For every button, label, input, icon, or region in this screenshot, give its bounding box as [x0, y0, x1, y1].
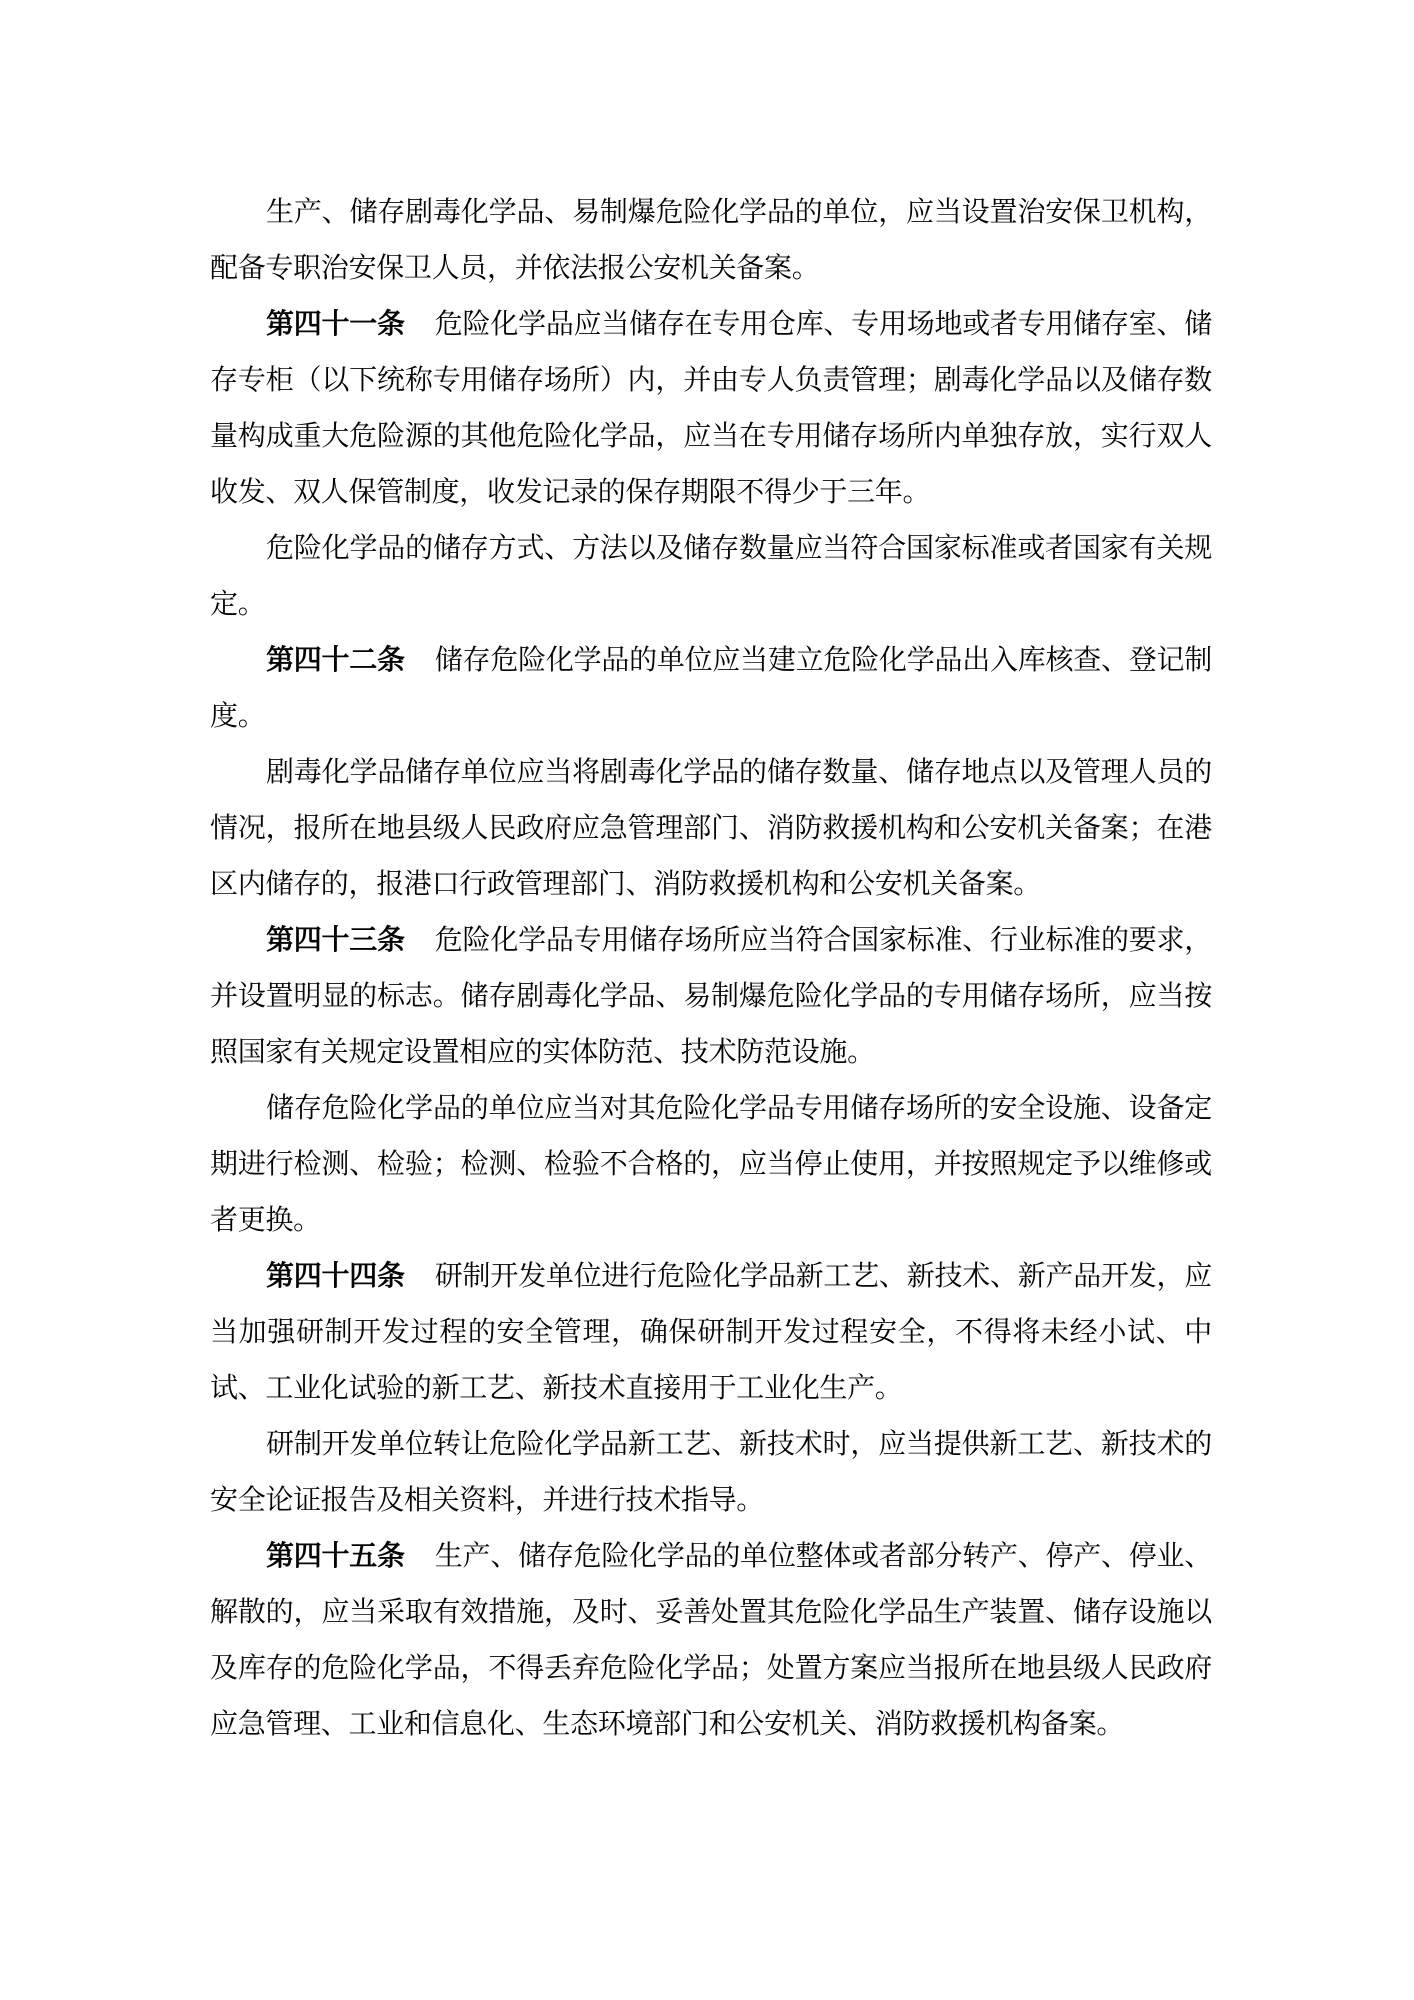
paragraph-storage-standards — [210, 521, 1212, 633]
paragraph-toxic-storage-report — [210, 745, 1212, 913]
paragraph-article-45 — [210, 1529, 1212, 1753]
paragraph-text: 研制开发单位进行危险化学品新工艺、新技术、新产品开发，应当加强研制开发过程的安全管理，确保研制开发过程安全，不得将未经小试、中试、工业化试验的新工艺、新技术直接用于工业化生产。 — [210, 1261, 1212, 1404]
paragraph-article-41 — [210, 297, 1212, 521]
paragraph-text: 研制开发单位转让危险化学品新工艺、新技术时，应当提供新工艺、新技术的安全论证报告及相关资料，并进行技术指导。 — [210, 1429, 1212, 1516]
paragraph-text: 危险化学品应当储存在专用仓库、专用场地或者专用储存室、储存专柜（以下统称专用储存场所）内，并由专人负责管理；剧毒化学品以及储存数量构成重大危险源的其他危险化学品，应当在专用储存场所内单独存放，实行双人收发、双人保管制度，收发记录的保存期限不得少于三年。 — [210, 309, 1212, 508]
article-number-45: 第四十五条 — [266, 1541, 405, 1572]
article-number-42: 第四十二条 — [266, 645, 405, 676]
paragraph-text: 危险化学品专用储存场所应当符合国家标准、行业标准的要求，并设置明显的标志。储存剧毒化学品、易制爆危险化学品的专用储存场所，应当按照国家有关规定设置相应的实体防范、技术防范设施。 — [210, 925, 1212, 1068]
paragraph-text: 危险化学品的储存方式、方法以及储存数量应当符合国家标准或者国家有关规定。 — [210, 533, 1212, 620]
paragraph-safety-facility-inspection — [210, 1081, 1212, 1249]
paragraph-text: 剧毒化学品储存单位应当将剧毒化学品的储存数量、储存地点以及管理人员的情况，报所在地县级人民政府应急管理部门、消防救援机构和公安机关备案；在港区内储存的，报港口行政管理部门、消防救援机构和公安机关备案。 — [210, 757, 1212, 900]
paragraph-text: 生产、储存危险化学品的单位整体或者部分转产、停产、停业、解散的，应当采取有效措施，及时、妥善处置其危险化学品生产装置、储存设施以及库存的危险化学品，不得丢弃危险化学品；处置方案应当报所在地县级人民政府应急管理、工业和信息化、生态环境部门和公安机关、消防救援机构备案。 — [210, 1541, 1212, 1740]
paragraph-article-44 — [210, 1249, 1212, 1417]
paragraph-security-units — [210, 185, 1212, 297]
paragraph-tech-transfer — [210, 1417, 1212, 1529]
paragraph-article-42 — [210, 633, 1212, 745]
paragraph-text: 储存危险化学品的单位应当建立危险化学品出入库核查、登记制度。 — [210, 645, 1212, 732]
paragraph-article-43 — [210, 913, 1212, 1081]
paragraph-text: 生产、储存剧毒化学品、易制爆危险化学品的单位，应当设置治安保卫机构，配备专职治安保卫人员，并依法报公安机关备案。 — [210, 197, 1212, 284]
article-number-44: 第四十四条 — [266, 1261, 405, 1292]
document-text-block — [210, 185, 1212, 1753]
article-number-41: 第四十一条 — [266, 309, 405, 340]
paragraph-text: 储存危险化学品的单位应当对其危险化学品专用储存场所的安全设施、设备定期进行检测、检验；检测、检验不合格的，应当停止使用，并按照规定予以维修或者更换。 — [210, 1093, 1212, 1236]
article-number-43: 第四十三条 — [266, 925, 405, 956]
